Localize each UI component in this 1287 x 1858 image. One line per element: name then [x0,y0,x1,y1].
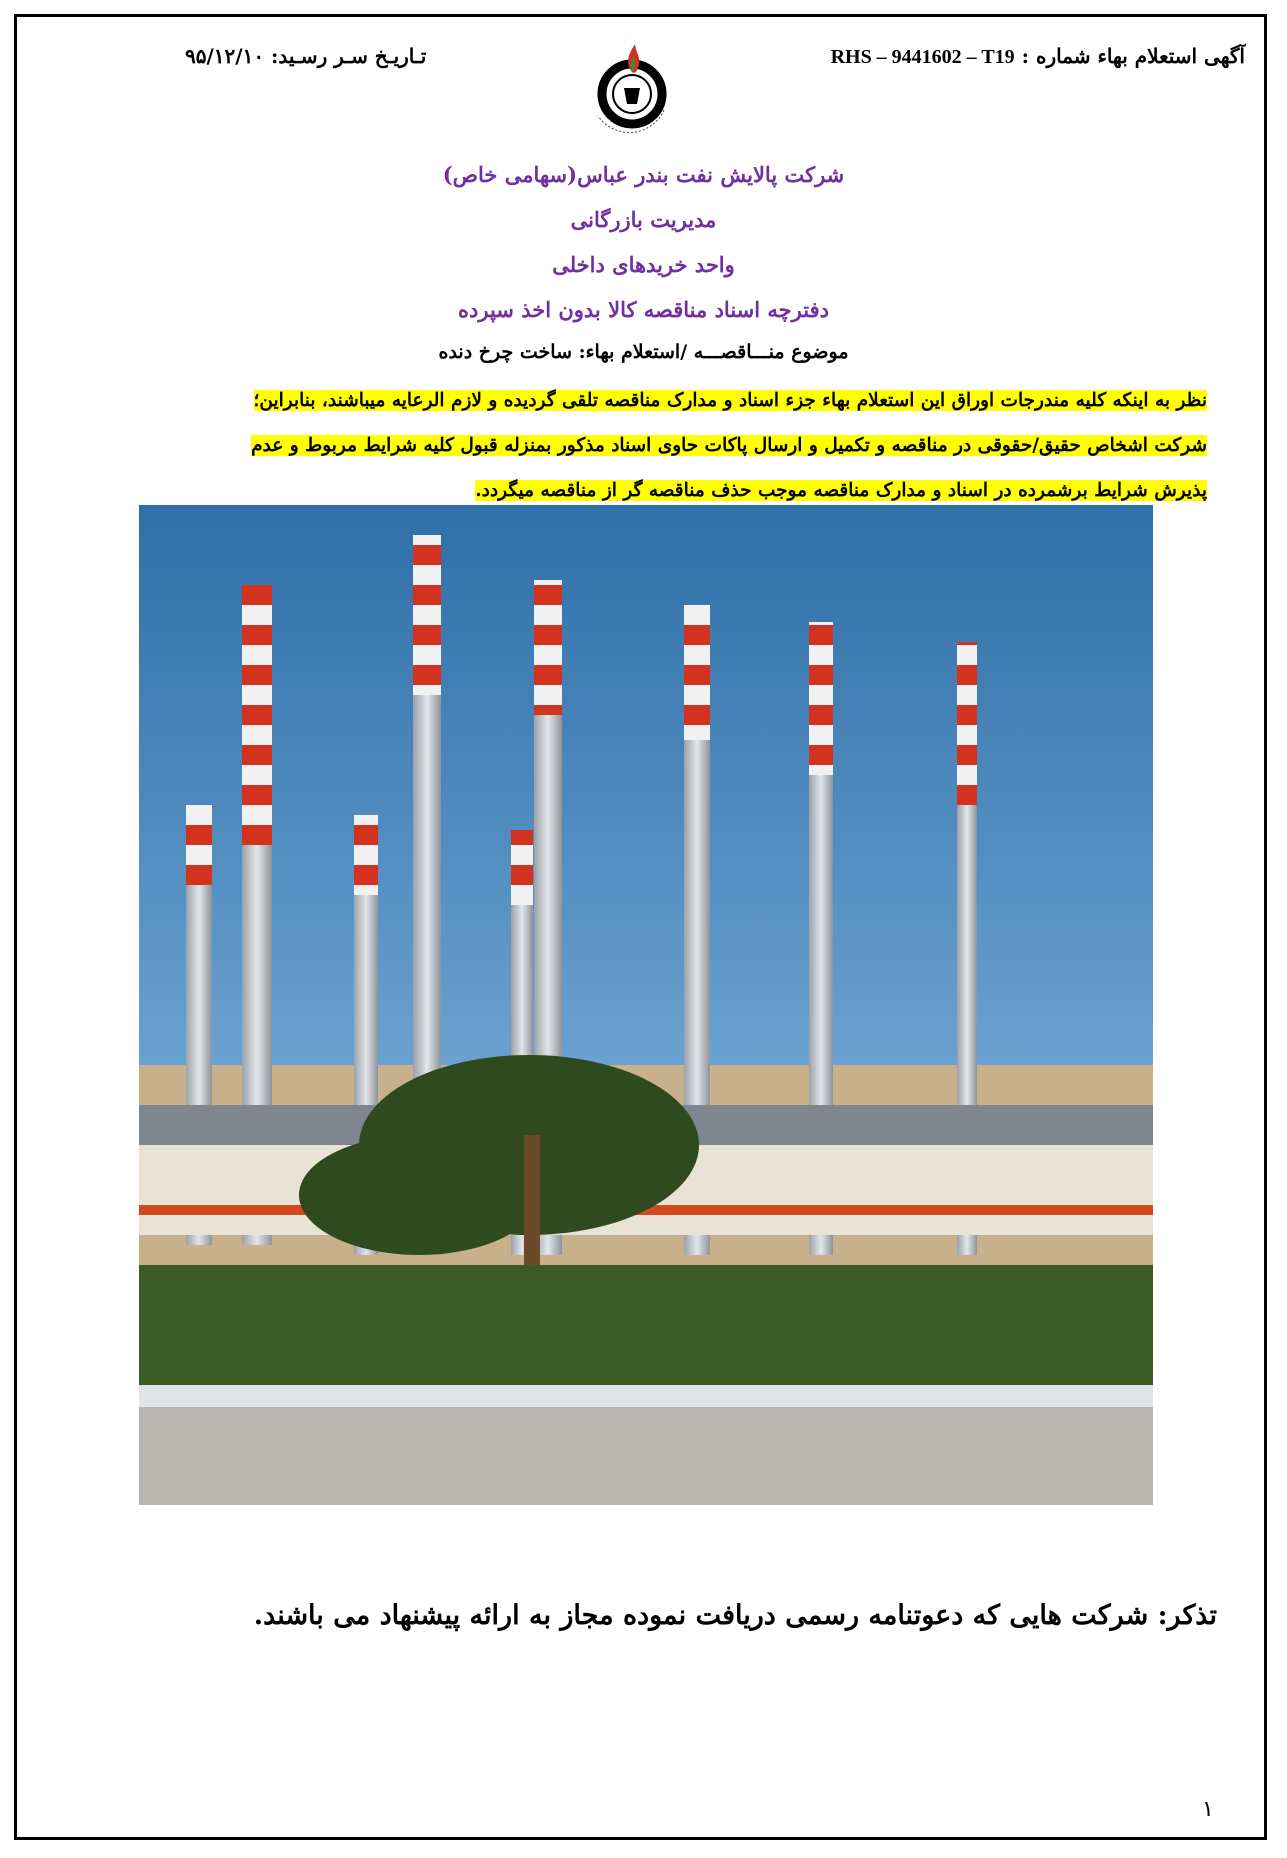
refinery-photo [139,505,1153,1505]
unit-title: واحد خريدهای داخلی [552,252,735,277]
notice-paragraph [77,378,1207,513]
company-name: شرکت پالايش نفت بندر عباس(سهامی خاص) [442,162,845,187]
page-number: ۱ [1202,1797,1214,1822]
notice-line-3: پذيرش شرايط برشمرده در اسناد و مدارک مناقصه موجب حذف مناقصه گر از مناقصه ميگردد. [475,480,1207,501]
due-date [185,44,426,68]
announcement-label: آگهی استعلام بهاء شماره : [1021,44,1245,68]
booklet-title: دفترچه اسناد مناقصه کالا بدون اخذ سپرده [458,297,829,322]
notice-line-2: شرکت اشخاص حقيق/حقوقی در مناقصه و تکميل و ارسال پاکات حاوی اسناد مذکور بمنزله قبول کليه شرايط مربوط و عدم [251,435,1207,456]
company-logo [580,32,690,137]
announcement-number [831,44,1245,69]
reminder-note: تذکر: شرکت هايی که دعوتنامه رسمی دريافت نموده مجاز به ارائه پيشنهاد می باشند. [253,1600,1217,1631]
notice-line-1: نظر به اينکه کليه مندرجات اوراق اين استعلام بهاء جزء اسناد و مدارک مناقصه تلقی گرديده و لازم الرعايه ميباشند، بنابراين؛ [253,390,1207,411]
subject-line: موضوع منـــاقصـــه /استعلام بهاء: ساخت چرخ دنده [438,341,849,363]
due-date-label: تـاريـخ سـر رسـيد: [271,44,427,68]
management-title: مديريت بازرگانی [570,207,717,232]
announcement-code: RHS – 9441602 – T19 [830,46,1015,68]
due-date-value: ۹۵/۱۲/۱۰ [185,44,265,68]
